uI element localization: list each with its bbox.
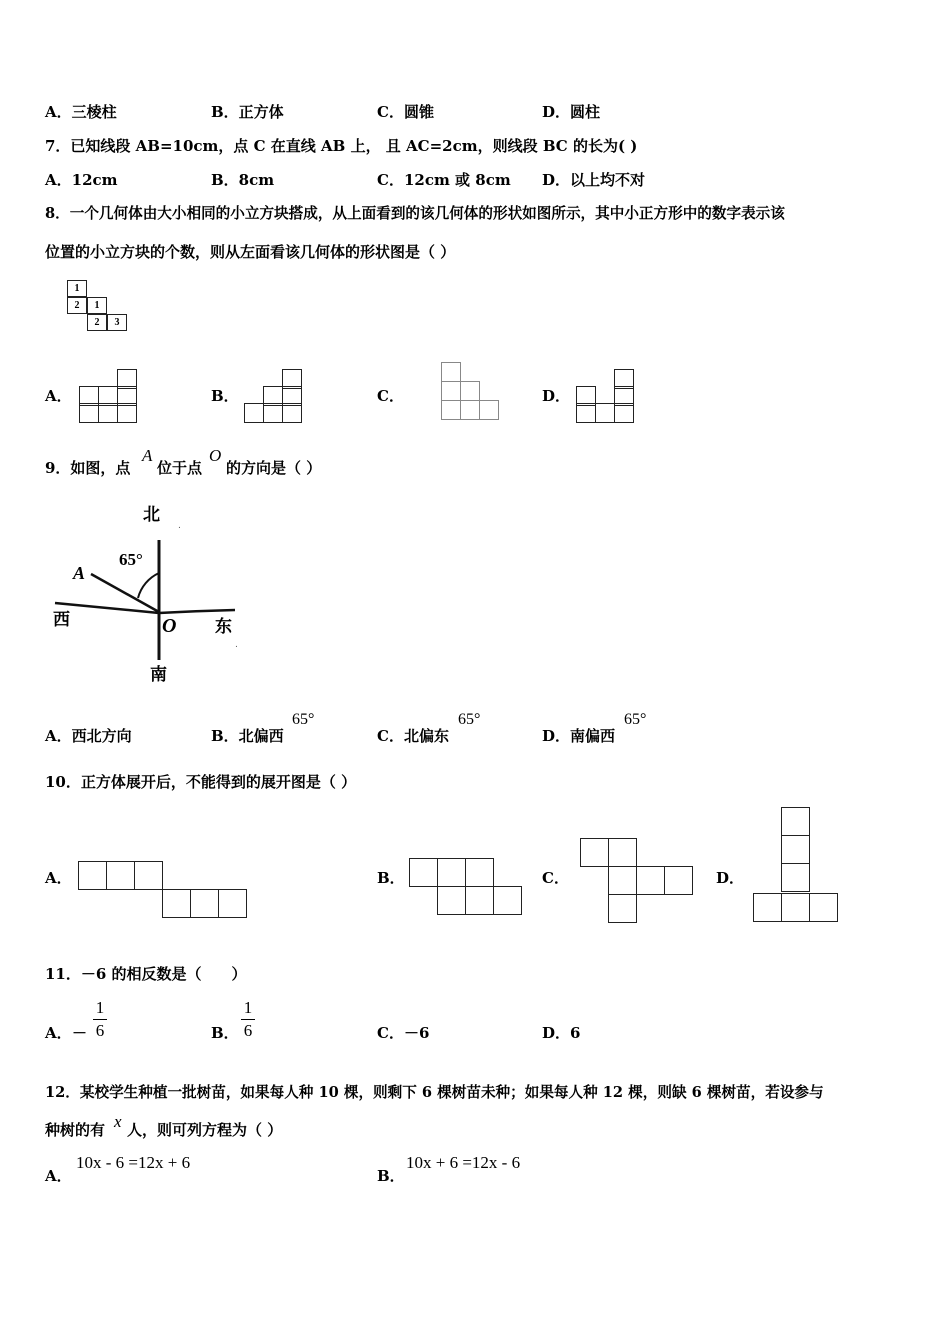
q8-question-line1: 8．一个几何体由大小相同的小立方块搭成，从上面看到的该几何体的形状如图所示，其中小正方形中的数字表示该 [45,205,785,222]
q9-option-c: C．北偏东 [377,727,449,745]
q9-option-a: A．西北方向 [45,727,132,745]
q9-option-c-degree: 65° [458,711,481,728]
top-view-cell: 2 [67,297,87,314]
q9-option-b-degree: 65° [292,711,315,728]
q11-option-b-label: B． [211,1024,239,1042]
q9-question-prefix: 9．如图，点 [45,459,131,477]
q6-option-a: A．三棱柱 [45,103,117,121]
q7-question: 7．已知线段 AB=10cm，点 C 在直线 AB 上， 且 AC=2cm，则线段 BC 的长为( ) [45,137,638,155]
compass-west: 西 [53,610,70,630]
q6-option-b: B．正方体 [211,103,284,121]
q8-question-line2: 位置的小立方块的个数，则从左面看该几何体的形状图是（ ） [45,243,456,261]
q7-option-a: A．12cm [45,171,118,189]
q10-option-d-label: D． [716,869,745,887]
q12-var-x: x [114,1112,122,1131]
compass-east: 东 [215,617,232,637]
q7-option-d: D．以上均不对 [542,171,646,189]
top-view-cell: 3 [107,314,127,331]
fraction-numerator: 1 [243,998,253,1017]
q8-option-c-label: C． [377,387,404,405]
q8-option-d-label: D． [542,387,571,405]
q11-option-a-fraction [93,998,107,1041]
q9-var-a: A [142,446,153,465]
q7-option-c: C．12cm 或 8cm [377,171,511,189]
compass-south: 南 [150,665,167,685]
q11-option-a-sign: － [72,1024,88,1042]
q11-option-a-label: A． [45,1024,72,1042]
q12-option-b-label: B． [377,1167,405,1185]
q12-option-a-label: A． [45,1167,72,1185]
q10-question: 10．正方体展开后，不能得到的展开图是（ ） [45,773,357,791]
svg-text:.: . [235,640,238,650]
q10-option-c-label: C． [542,869,569,887]
q8-top-view-figure [67,280,129,335]
fraction-denominator: 6 [95,1021,105,1040]
q8-option-a-label: A． [45,387,72,405]
q9-option-d: D．南偏西 [542,727,616,745]
q12-question-line2-suffix: 人，则可列方程为（ ） [127,1121,283,1139]
svg-text:.: . [178,521,181,531]
q9-option-d-degree: 65° [624,711,647,728]
q9-var-o: O [209,446,222,465]
compass-point-o: O [162,615,177,637]
q11-question: 11．－6 的相反数是（ ） [45,965,247,983]
top-view-cell: 2 [87,314,107,331]
q10-option-b-label: B． [377,869,405,887]
q9-option-b: B．北偏西 [211,727,284,745]
top-view-cell: 1 [67,280,87,297]
fraction-denominator: 6 [243,1021,253,1040]
q12-question-line1: 12．某校学生种植一批树苗，如果每人种 10 棵，则剩下 6 棵树苗未种；如果每人种 12 棵，则缺 6 棵树苗，若设参与 [45,1084,824,1101]
q11-option-d: D．6 [542,1024,581,1042]
top-view-cell: 1 [87,297,107,314]
q10-option-a-label: A． [45,869,72,887]
q8-option-b-label: B． [211,387,239,405]
fraction-numerator: 1 [95,998,105,1017]
compass-point-a: A [73,563,86,583]
q9-compass-diagram [45,495,255,695]
q6-option-d: D．圆柱 [542,103,601,121]
q12-option-b-equation: 10x + 6 =12x - 6 [406,1153,521,1172]
q6-option-c: C．圆锥 [377,103,434,121]
q12-option-a-equation: 10x - 6 =12x + 6 [76,1153,191,1172]
compass-north: 北 [143,505,160,525]
compass-angle-label: 65° [119,550,143,569]
q11-option-c: C．－6 [377,1024,430,1042]
q7-option-b: B．8cm [211,171,275,189]
q9-question-suffix: 的方向是（ ） [226,459,322,477]
q12-question-line2-prefix: 种树的有 [45,1121,106,1139]
q11-option-b-fraction [241,998,255,1041]
q9-question-middle: 位于点 [157,459,203,477]
